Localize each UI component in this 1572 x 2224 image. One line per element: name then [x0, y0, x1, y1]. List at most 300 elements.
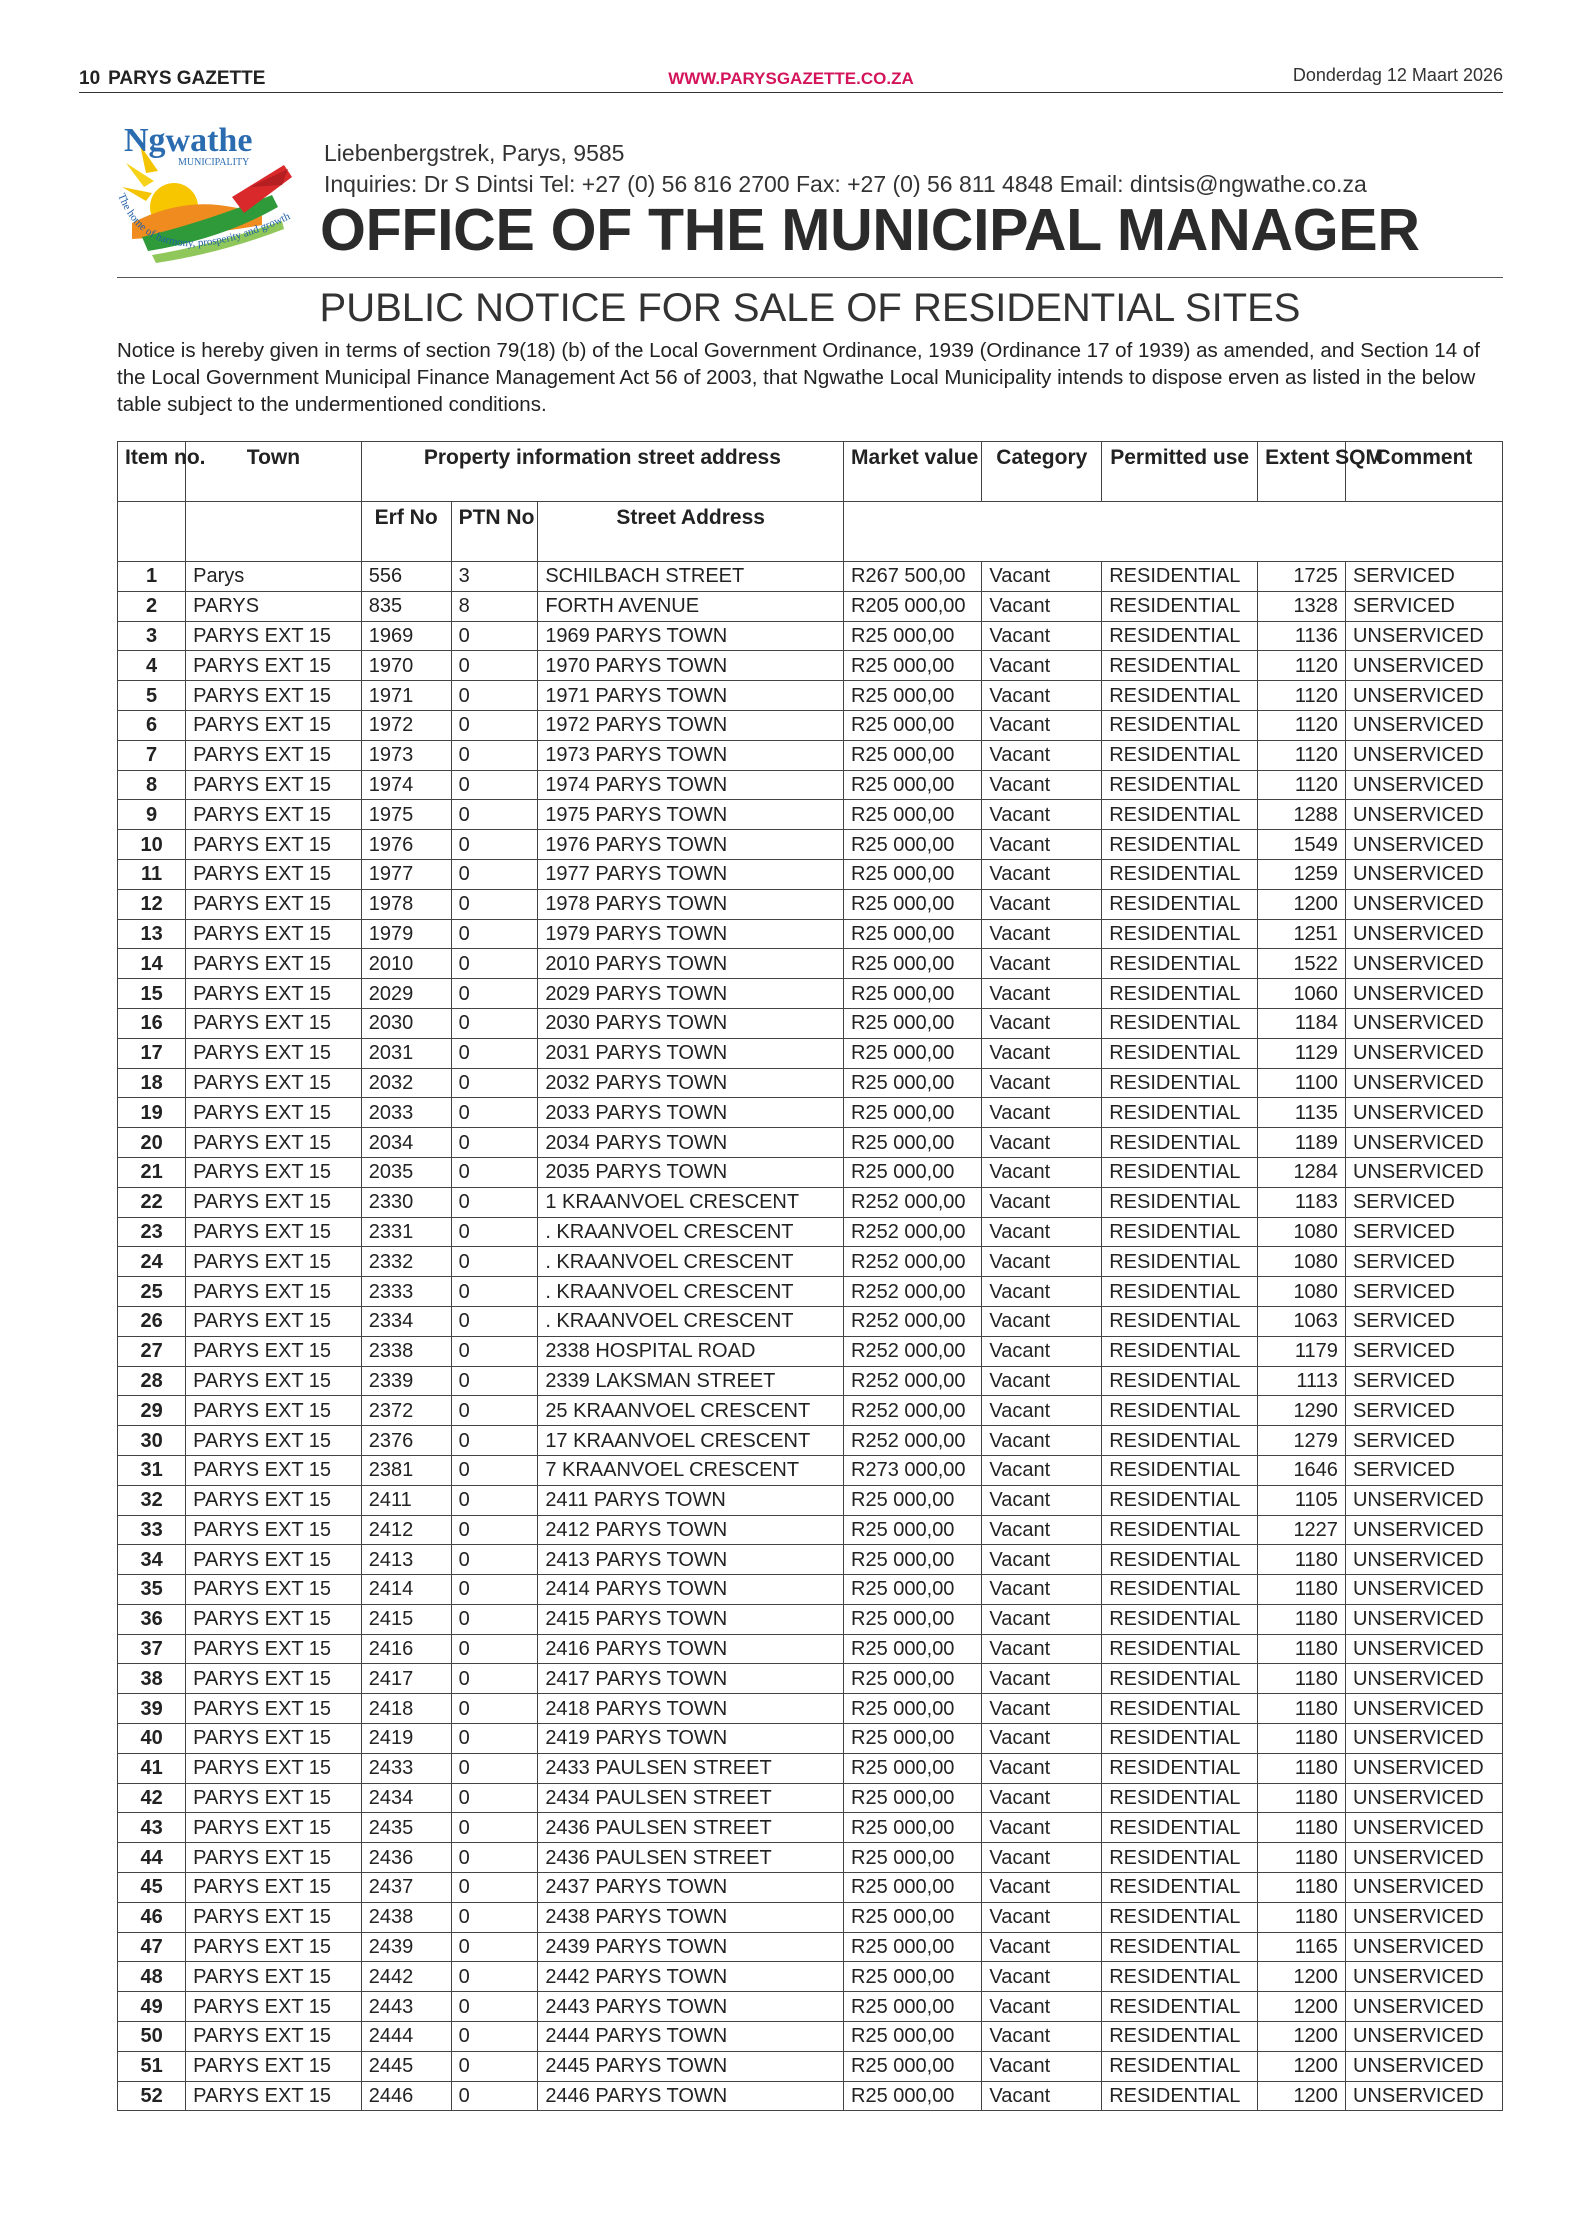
cell-market-value: R252 000,00	[844, 1426, 982, 1456]
cell-street-address: 1976 PARYS TOWN	[538, 830, 844, 860]
issue-date: Donderdag 12 Maart 2026	[1292, 65, 1503, 85]
cell-ptn-no: 0	[451, 1783, 538, 1813]
cell-comment: UNSERVICED	[1345, 949, 1502, 979]
cell-comment: UNSERVICED	[1345, 1604, 1502, 1634]
cell-category: Vacant	[982, 1515, 1102, 1545]
cell-item-no: 44	[118, 1843, 186, 1873]
cell-ptn-no: 0	[451, 710, 538, 740]
cell-category: Vacant	[982, 562, 1102, 592]
cell-market-value: R25 000,00	[844, 1008, 982, 1038]
table-row	[118, 979, 1503, 1009]
cell-item-no: 20	[118, 1128, 186, 1158]
cell-street-address: 2436 PAULSEN STREET	[538, 1813, 844, 1843]
cell-item-no: 35	[118, 1575, 186, 1605]
cell-ptn-no: 0	[451, 1068, 538, 1098]
cell-town: PARYS EXT 15	[186, 1873, 362, 1903]
cell-permitted-use: RESIDENTIAL	[1102, 1217, 1258, 1247]
cell-category: Vacant	[982, 591, 1102, 621]
table-row	[118, 1306, 1503, 1336]
cell-item-no: 18	[118, 1068, 186, 1098]
notice-title: PUBLIC NOTICE FOR SALE OF RESIDENTIAL SITES	[319, 286, 1301, 330]
cell-item-no: 41	[118, 1753, 186, 1783]
table-row	[118, 1068, 1503, 1098]
cell-ptn-no: 0	[451, 859, 538, 889]
cell-permitted-use: RESIDENTIAL	[1102, 1545, 1258, 1575]
cell-erf-no: 2419	[361, 1724, 451, 1754]
table-row	[118, 1336, 1503, 1366]
cell-market-value: R25 000,00	[844, 1634, 982, 1664]
cell-category: Vacant	[982, 651, 1102, 681]
cell-erf-no: 2437	[361, 1873, 451, 1903]
cell-ptn-no: 0	[451, 681, 538, 711]
cell-town: PARYS EXT 15	[186, 1426, 362, 1456]
table-row	[118, 1992, 1503, 2022]
cell-street-address: 25 KRAANVOEL CRESCENT	[538, 1396, 844, 1426]
cell-erf-no: 2029	[361, 979, 451, 1009]
cell-extent: 1180	[1258, 1813, 1346, 1843]
cell-street-address: 2434 PAULSEN STREET	[538, 1783, 844, 1813]
table-row	[118, 1455, 1503, 1485]
cell-comment: UNSERVICED	[1345, 1962, 1502, 1992]
cell-permitted-use: RESIDENTIAL	[1102, 1664, 1258, 1694]
cell-extent: 1184	[1258, 1008, 1346, 1038]
cell-street-address: 2445 PARYS TOWN	[538, 2051, 844, 2081]
cell-extent: 1200	[1258, 2022, 1346, 2052]
cell-item-no: 28	[118, 1366, 186, 1396]
cell-erf-no: 2438	[361, 1902, 451, 1932]
cell-category: Vacant	[982, 1217, 1102, 1247]
cell-market-value: R252 000,00	[844, 1336, 982, 1366]
cell-permitted-use: RESIDENTIAL	[1102, 1724, 1258, 1754]
page-header	[79, 62, 1503, 93]
cell-category: Vacant	[982, 1247, 1102, 1277]
cell-category: Vacant	[982, 1664, 1102, 1694]
cell-street-address: 2034 PARYS TOWN	[538, 1128, 844, 1158]
cell-ptn-no: 0	[451, 1575, 538, 1605]
cell-ptn-no: 0	[451, 800, 538, 830]
table-row	[118, 651, 1503, 681]
cell-item-no: 16	[118, 1008, 186, 1038]
cell-comment: UNSERVICED	[1345, 681, 1502, 711]
cell-comment: SERVICED	[1345, 1336, 1502, 1366]
cell-street-address: 1975 PARYS TOWN	[538, 800, 844, 830]
subheader-street-address: Street Address	[538, 502, 844, 562]
cell-ptn-no: 0	[451, 1962, 538, 1992]
office-inquiries: Inquiries: Dr S Dintsi Tel: +27 (0) 56 816 2700 Fax: +27 (0) 56 811 4848 Email: dintsis@ngwathe.co.za	[324, 171, 1367, 197]
cell-item-no: 25	[118, 1277, 186, 1307]
cell-street-address: 2032 PARYS TOWN	[538, 1068, 844, 1098]
cell-erf-no: 556	[361, 562, 451, 592]
cell-permitted-use: RESIDENTIAL	[1102, 1038, 1258, 1068]
cell-town: PARYS EXT 15	[186, 1575, 362, 1605]
cell-street-address: 1969 PARYS TOWN	[538, 621, 844, 651]
table-row	[118, 800, 1503, 830]
cell-extent: 1180	[1258, 1664, 1346, 1694]
cell-ptn-no: 0	[451, 1366, 538, 1396]
cell-permitted-use: RESIDENTIAL	[1102, 591, 1258, 621]
cell-category: Vacant	[982, 1843, 1102, 1873]
cell-town: PARYS EXT 15	[186, 1217, 362, 1247]
cell-ptn-no: 0	[451, 919, 538, 949]
cell-town: PARYS EXT 15	[186, 1455, 362, 1485]
table-row	[118, 889, 1503, 919]
cell-market-value: R25 000,00	[844, 1098, 982, 1128]
cell-extent: 1259	[1258, 859, 1346, 889]
cell-extent: 1105	[1258, 1485, 1346, 1515]
subheader-blank	[844, 502, 1503, 562]
cell-extent: 1180	[1258, 1753, 1346, 1783]
cell-category: Vacant	[982, 1724, 1102, 1754]
table-row	[118, 1783, 1503, 1813]
table-row	[118, 1694, 1503, 1724]
cell-ptn-no: 0	[451, 2081, 538, 2111]
cell-category: Vacant	[982, 859, 1102, 889]
table-row	[118, 1247, 1503, 1277]
cell-market-value: R25 000,00	[844, 1604, 982, 1634]
cell-town: PARYS EXT 15	[186, 2051, 362, 2081]
cell-extent: 1180	[1258, 1604, 1346, 1634]
cell-category: Vacant	[982, 1902, 1102, 1932]
cell-permitted-use: RESIDENTIAL	[1102, 1455, 1258, 1485]
cell-comment: UNSERVICED	[1345, 1902, 1502, 1932]
cell-market-value: R25 000,00	[844, 979, 982, 1009]
cell-category: Vacant	[982, 1783, 1102, 1813]
cell-erf-no: 1972	[361, 710, 451, 740]
cell-market-value: R25 000,00	[844, 800, 982, 830]
cell-market-value: R25 000,00	[844, 830, 982, 860]
cell-market-value: R25 000,00	[844, 1932, 982, 1962]
cell-permitted-use: RESIDENTIAL	[1102, 2081, 1258, 2111]
header-town: Town	[186, 442, 362, 502]
cell-category: Vacant	[982, 740, 1102, 770]
cell-comment: SERVICED	[1345, 1277, 1502, 1307]
cell-erf-no: 2372	[361, 1396, 451, 1426]
table-row	[118, 591, 1503, 621]
cell-ptn-no: 0	[451, 1902, 538, 1932]
cell-market-value: R25 000,00	[844, 1843, 982, 1873]
cell-category: Vacant	[982, 2022, 1102, 2052]
table-row	[118, 740, 1503, 770]
cell-permitted-use: RESIDENTIAL	[1102, 1962, 1258, 1992]
cell-category: Vacant	[982, 1277, 1102, 1307]
table-row	[118, 1753, 1503, 1783]
cell-ptn-no: 0	[451, 2022, 538, 2052]
table-row	[118, 1813, 1503, 1843]
table-row	[118, 1217, 1503, 1247]
cell-ptn-no: 0	[451, 1336, 538, 1366]
cell-comment: UNSERVICED	[1345, 1664, 1502, 1694]
cell-town: PARYS EXT 15	[186, 1932, 362, 1962]
cell-erf-no: 2032	[361, 1068, 451, 1098]
cell-town: PARYS EXT 15	[186, 1664, 362, 1694]
cell-item-no: 4	[118, 651, 186, 681]
cell-market-value: R25 000,00	[844, 2051, 982, 2081]
cell-item-no: 30	[118, 1426, 186, 1456]
cell-comment: UNSERVICED	[1345, 1068, 1502, 1098]
cell-ptn-no: 0	[451, 1992, 538, 2022]
cell-town: PARYS EXT 15	[186, 1396, 362, 1426]
cell-town: PARYS EXT 15	[186, 1962, 362, 1992]
cell-category: Vacant	[982, 919, 1102, 949]
cell-street-address: 2339 LAKSMAN STREET	[538, 1366, 844, 1396]
cell-category: Vacant	[982, 1962, 1102, 1992]
table-row	[118, 1873, 1503, 1903]
cell-extent: 1180	[1258, 1634, 1346, 1664]
cell-ptn-no: 0	[451, 1426, 538, 1456]
table-row	[118, 1426, 1503, 1456]
cell-ptn-no: 0	[451, 1306, 538, 1336]
cell-item-no: 8	[118, 770, 186, 800]
cell-extent: 1120	[1258, 740, 1346, 770]
cell-extent: 1725	[1258, 562, 1346, 592]
cell-ptn-no: 0	[451, 1753, 538, 1783]
cell-market-value: R25 000,00	[844, 919, 982, 949]
cell-ptn-no: 0	[451, 1128, 538, 1158]
cell-category: Vacant	[982, 1068, 1102, 1098]
cell-street-address: 1977 PARYS TOWN	[538, 859, 844, 889]
cell-market-value: R25 000,00	[844, 859, 982, 889]
cell-ptn-no: 0	[451, 1038, 538, 1068]
cell-town: PARYS EXT 15	[186, 1902, 362, 1932]
cell-market-value: R25 000,00	[844, 1128, 982, 1158]
cell-ptn-no: 0	[451, 1157, 538, 1187]
cell-market-value: R252 000,00	[844, 1277, 982, 1307]
cell-market-value: R25 000,00	[844, 710, 982, 740]
cell-ptn-no: 0	[451, 1932, 538, 1962]
cell-item-no: 12	[118, 889, 186, 919]
cell-item-no: 26	[118, 1306, 186, 1336]
cell-street-address: 2414 PARYS TOWN	[538, 1575, 844, 1605]
cell-comment: UNSERVICED	[1345, 800, 1502, 830]
cell-street-address: 2444 PARYS TOWN	[538, 2022, 844, 2052]
cell-town: PARYS EXT 15	[186, 1366, 362, 1396]
cell-extent: 1200	[1258, 1962, 1346, 1992]
cell-erf-no: 2443	[361, 1992, 451, 2022]
cell-category: Vacant	[982, 1634, 1102, 1664]
cell-comment: UNSERVICED	[1345, 1843, 1502, 1873]
cell-permitted-use: RESIDENTIAL	[1102, 1396, 1258, 1426]
cell-item-no: 14	[118, 949, 186, 979]
cell-town: PARYS EXT 15	[186, 1545, 362, 1575]
cell-market-value: R25 000,00	[844, 1664, 982, 1694]
table-row	[118, 1724, 1503, 1754]
cell-extent: 1060	[1258, 979, 1346, 1009]
cell-market-value: R25 000,00	[844, 2022, 982, 2052]
cell-comment: UNSERVICED	[1345, 651, 1502, 681]
cell-street-address: 1974 PARYS TOWN	[538, 770, 844, 800]
table-row	[118, 919, 1503, 949]
table-row	[118, 562, 1503, 592]
cell-ptn-no: 0	[451, 1724, 538, 1754]
cell-street-address: 2417 PARYS TOWN	[538, 1664, 844, 1694]
cell-street-address: 2413 PARYS TOWN	[538, 1545, 844, 1575]
cell-permitted-use: RESIDENTIAL	[1102, 1873, 1258, 1903]
table-row	[118, 1008, 1503, 1038]
cell-item-no: 23	[118, 1217, 186, 1247]
cell-market-value: R252 000,00	[844, 1306, 982, 1336]
cell-extent: 1180	[1258, 1873, 1346, 1903]
cell-permitted-use: RESIDENTIAL	[1102, 740, 1258, 770]
cell-erf-no: 2339	[361, 1366, 451, 1396]
cell-market-value: R252 000,00	[844, 1396, 982, 1426]
cell-category: Vacant	[982, 1455, 1102, 1485]
cell-market-value: R25 000,00	[844, 1157, 982, 1187]
header-item-no: Item no.	[118, 442, 186, 502]
cell-market-value: R252 000,00	[844, 1217, 982, 1247]
cell-comment: UNSERVICED	[1345, 1515, 1502, 1545]
cell-erf-no: 2334	[361, 1306, 451, 1336]
cell-erf-no: 2444	[361, 2022, 451, 2052]
cell-street-address: 2437 PARYS TOWN	[538, 1873, 844, 1903]
cell-street-address: . KRAANVOEL CRESCENT	[538, 1247, 844, 1277]
cell-comment: SERVICED	[1345, 1187, 1502, 1217]
cell-extent: 1549	[1258, 830, 1346, 860]
cell-permitted-use: RESIDENTIAL	[1102, 949, 1258, 979]
cell-permitted-use: RESIDENTIAL	[1102, 919, 1258, 949]
cell-street-address: 17 KRAANVOEL CRESCENT	[538, 1426, 844, 1456]
cell-category: Vacant	[982, 1366, 1102, 1396]
cell-item-no: 21	[118, 1157, 186, 1187]
cell-ptn-no: 0	[451, 1664, 538, 1694]
cell-item-no: 42	[118, 1783, 186, 1813]
cell-street-address: 2443 PARYS TOWN	[538, 1992, 844, 2022]
table-row	[118, 1902, 1503, 1932]
cell-comment: UNSERVICED	[1345, 1873, 1502, 1903]
cell-town: PARYS EXT 15	[186, 1068, 362, 1098]
cell-street-address: 2035 PARYS TOWN	[538, 1157, 844, 1187]
cell-street-address: 1979 PARYS TOWN	[538, 919, 844, 949]
cell-comment: UNSERVICED	[1345, 2081, 1502, 2111]
cell-ptn-no: 0	[451, 2051, 538, 2081]
cell-comment: UNSERVICED	[1345, 1932, 1502, 1962]
cell-erf-no: 2416	[361, 1634, 451, 1664]
header-category: Category	[982, 442, 1102, 502]
cell-street-address: 2419 PARYS TOWN	[538, 1724, 844, 1754]
cell-item-no: 39	[118, 1694, 186, 1724]
cell-ptn-no: 0	[451, 1008, 538, 1038]
cell-comment: UNSERVICED	[1345, 1575, 1502, 1605]
cell-ptn-no: 3	[451, 562, 538, 592]
publication-name: PARYS GAZETTE	[108, 68, 266, 89]
cell-town: PARYS EXT 15	[186, 1634, 362, 1664]
cell-town: PARYS EXT 15	[186, 859, 362, 889]
table-row	[118, 770, 1503, 800]
header-market-value: Market value	[844, 442, 982, 502]
website-link[interactable]: WWW.PARYSGAZETTE.CO.ZA	[668, 69, 914, 88]
cell-category: Vacant	[982, 800, 1102, 830]
cell-item-no: 22	[118, 1187, 186, 1217]
cell-ptn-no: 0	[451, 621, 538, 651]
cell-category: Vacant	[982, 1187, 1102, 1217]
cell-item-no: 29	[118, 1396, 186, 1426]
cell-street-address: 2446 PARYS TOWN	[538, 2081, 844, 2111]
cell-erf-no: 2332	[361, 1247, 451, 1277]
cell-market-value: R25 000,00	[844, 1515, 982, 1545]
cell-town: PARYS EXT 15	[186, 919, 362, 949]
cell-permitted-use: RESIDENTIAL	[1102, 2022, 1258, 2052]
cell-permitted-use: RESIDENTIAL	[1102, 859, 1258, 889]
cell-category: Vacant	[982, 1128, 1102, 1158]
cell-ptn-no: 0	[451, 889, 538, 919]
cell-street-address: 2418 PARYS TOWN	[538, 1694, 844, 1724]
cell-permitted-use: RESIDENTIAL	[1102, 830, 1258, 860]
cell-permitted-use: RESIDENTIAL	[1102, 1575, 1258, 1605]
cell-ptn-no: 0	[451, 979, 538, 1009]
cell-comment: UNSERVICED	[1345, 2051, 1502, 2081]
table-row	[118, 830, 1503, 860]
cell-permitted-use: RESIDENTIAL	[1102, 889, 1258, 919]
cell-market-value: R25 000,00	[844, 2081, 982, 2111]
cell-item-no: 34	[118, 1545, 186, 1575]
cell-permitted-use: RESIDENTIAL	[1102, 800, 1258, 830]
cell-erf-no: 2414	[361, 1575, 451, 1605]
cell-ptn-no: 0	[451, 1485, 538, 1515]
cell-ptn-no: 0	[451, 1277, 538, 1307]
cell-erf-no: 2333	[361, 1277, 451, 1307]
cell-item-no: 3	[118, 621, 186, 651]
cell-permitted-use: RESIDENTIAL	[1102, 1128, 1258, 1158]
cell-market-value: R252 000,00	[844, 1247, 982, 1277]
cell-item-no: 47	[118, 1932, 186, 1962]
cell-erf-no: 1979	[361, 919, 451, 949]
table-row	[118, 2081, 1503, 2111]
cell-market-value: R25 000,00	[844, 1545, 982, 1575]
cell-permitted-use: RESIDENTIAL	[1102, 1515, 1258, 1545]
cell-erf-no: 2034	[361, 1128, 451, 1158]
cell-town: PARYS EXT 15	[186, 1098, 362, 1128]
cell-street-address: FORTH AVENUE	[538, 591, 844, 621]
cell-town: PARYS EXT 15	[186, 770, 362, 800]
cell-erf-no: 2442	[361, 1962, 451, 1992]
cell-comment: UNSERVICED	[1345, 889, 1502, 919]
cell-erf-no: 2436	[361, 1843, 451, 1873]
cell-category: Vacant	[982, 979, 1102, 1009]
cell-extent: 1180	[1258, 1843, 1346, 1873]
cell-ptn-no: 0	[451, 1396, 538, 1426]
cell-street-address: 2033 PARYS TOWN	[538, 1098, 844, 1128]
cell-ptn-no: 0	[451, 1515, 538, 1545]
header-permitted-use: Permitted use	[1102, 442, 1258, 502]
cell-town: PARYS EXT 15	[186, 1515, 362, 1545]
cell-market-value: R25 000,00	[844, 770, 982, 800]
cell-market-value: R25 000,00	[844, 740, 982, 770]
cell-erf-no: 1978	[361, 889, 451, 919]
cell-erf-no: 2415	[361, 1604, 451, 1634]
cell-extent: 1080	[1258, 1247, 1346, 1277]
cell-extent: 1200	[1258, 1992, 1346, 2022]
cell-extent: 1165	[1258, 1932, 1346, 1962]
cell-erf-no: 2331	[361, 1217, 451, 1247]
cell-street-address: 2029 PARYS TOWN	[538, 979, 844, 1009]
cell-comment: SERVICED	[1345, 1217, 1502, 1247]
cell-market-value: R25 000,00	[844, 1783, 982, 1813]
cell-extent: 1120	[1258, 710, 1346, 740]
cell-item-no: 24	[118, 1247, 186, 1277]
cell-category: Vacant	[982, 2081, 1102, 2111]
cell-item-no: 27	[118, 1336, 186, 1366]
cell-comment: UNSERVICED	[1345, 1992, 1502, 2022]
cell-street-address: 2416 PARYS TOWN	[538, 1634, 844, 1664]
cell-town: PARYS EXT 15	[186, 1694, 362, 1724]
cell-permitted-use: RESIDENTIAL	[1102, 651, 1258, 681]
table-row	[118, 621, 1503, 651]
table-row	[118, 1545, 1503, 1575]
cell-market-value: R25 000,00	[844, 1038, 982, 1068]
cell-category: Vacant	[982, 949, 1102, 979]
cell-item-no: 36	[118, 1604, 186, 1634]
cell-ptn-no: 8	[451, 591, 538, 621]
sites-table	[117, 441, 1503, 2111]
